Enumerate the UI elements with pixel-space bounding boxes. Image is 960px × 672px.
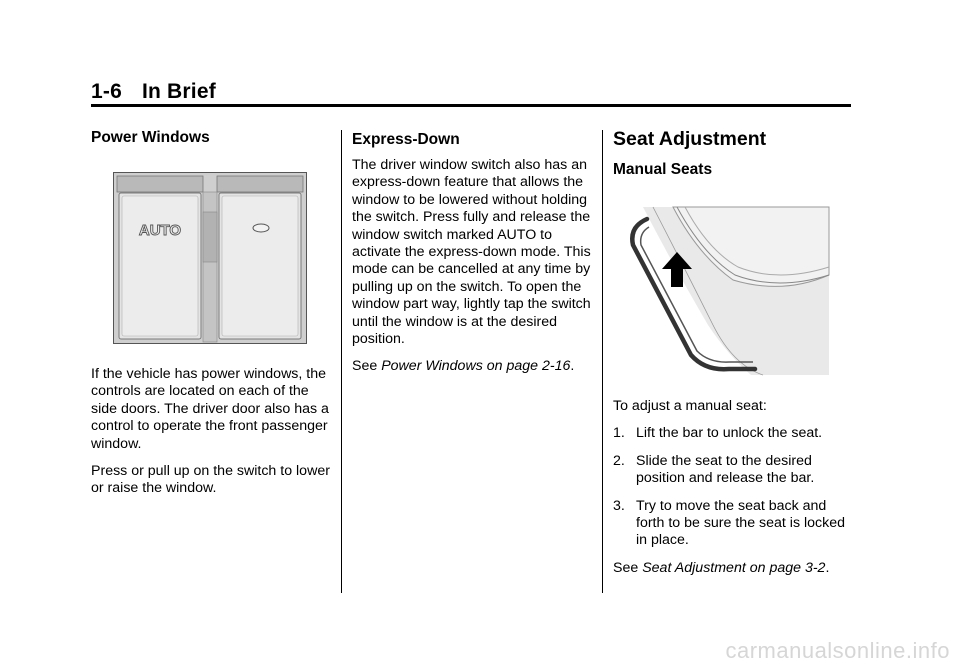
seat-adjust-steps <box>613 425 853 549</box>
heading-seat-adjustment: Seat Adjustment <box>613 128 767 150</box>
seat-adjust-intro: To adjust a manual seat: <box>613 398 767 414</box>
express-down-see-reference <box>352 358 592 375</box>
power-windows-paragraph-2: Press or pull up on the switch to lower or raise the window. <box>91 463 330 497</box>
heading-express-down: Express-Down <box>352 131 460 148</box>
section-title: In Brief <box>141 80 216 103</box>
step-3: 3. Try to move the seat back and forth to be sure the seat is locked in place. <box>613 497 845 549</box>
step-1: 1. Lift the bar to unlock the seat. <box>613 425 823 442</box>
express-down-paragraph: The driver window switch also has an express-down feature that allows the window to be lowered without holding the switch. Press fully and release the window switch marked AUTO to activate the express-down mode. This mode can be cancelled at any time by pulling up on the switch. To open the window part way, lightly tap the switch until the window is at the desired position. <box>352 157 591 348</box>
page-number: 1-6 <box>91 80 122 103</box>
manual-seat-illustration <box>613 205 831 382</box>
see-seat-adjustment-link[interactable]: Seat Adjustment on page 3-2 <box>642 559 826 576</box>
subheading-manual-seats: Manual Seats <box>613 161 713 178</box>
step-2: 2. Slide the seat to the desired position and release the bar. <box>613 452 815 487</box>
see-prefix: See <box>613 559 639 576</box>
power-windows-paragraph-1: If the vehicle has power windows, the controls are located on each of the side doors. The driver door also has a control to operate the front passenger window. <box>91 366 329 452</box>
header-rule <box>91 104 851 107</box>
window-switch-illustration <box>113 172 307 349</box>
auto-label: AUTO <box>138 222 182 239</box>
column-seat-adjustment-text <box>613 398 853 587</box>
column-seat-adjustment <box>613 128 853 179</box>
column-divider <box>341 130 342 593</box>
column-divider <box>602 130 603 593</box>
see-suffix: . <box>825 559 830 576</box>
see-prefix: See <box>352 358 378 375</box>
column-power-windows-text <box>91 366 336 508</box>
see-power-windows-link[interactable]: Power Windows on page 2-16 <box>381 358 571 375</box>
see-suffix: . <box>570 358 575 375</box>
watermark: carmanualsonline.info <box>725 638 950 663</box>
seat-adjust-see-reference <box>613 560 853 577</box>
column-power-windows <box>91 128 331 147</box>
page-header <box>91 80 216 104</box>
column-express-down <box>352 130 592 386</box>
heading-power-windows: Power Windows <box>91 129 210 146</box>
